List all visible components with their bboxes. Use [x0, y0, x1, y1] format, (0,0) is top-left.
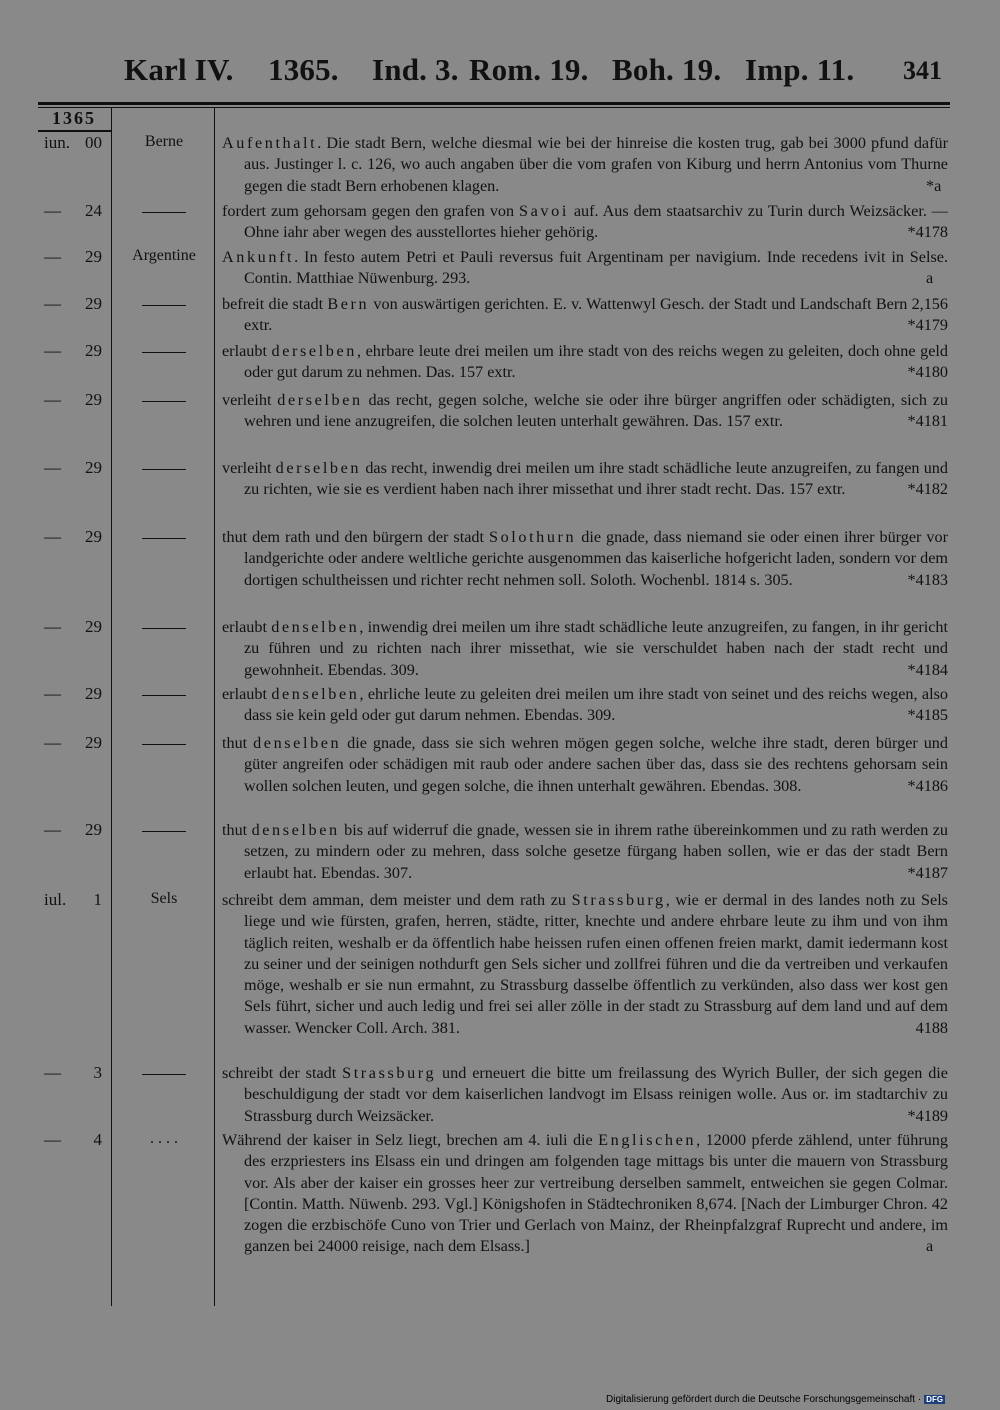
ditto-dash	[142, 469, 186, 470]
entry-month: —	[44, 341, 61, 360]
entry-month: iul.	[44, 890, 67, 909]
entry-number: *4181	[907, 412, 948, 431]
entry-number: *4178	[907, 223, 948, 242]
entry-text	[222, 890, 948, 1039]
ditto-dash	[142, 538, 186, 539]
entry-paragraph: befreit die stadt Bern von auswärtigen gerichten. E. v. Wattenwyl Gesch. der Stadt und Landschaft Bern 2,156 extr. *4179	[222, 294, 948, 337]
entry-place	[118, 820, 210, 838]
entry-paragraph: verleiht derselben das recht, gegen solche, welche sie oder ihre bürger angriffen oder schädigten, sich zu wehren und iene anzugreifen, die solchen leuten unterhalt gewähren. Das. 157 extr. *4181	[222, 390, 948, 433]
entry-day: 3	[93, 1063, 102, 1082]
entry-number: 4188	[915, 1018, 948, 1037]
entry-day: 29	[85, 390, 102, 409]
entry-month: —	[44, 458, 61, 477]
entry-day: 00	[85, 133, 102, 152]
entry-text	[222, 458, 948, 501]
entry-paragraph: Aufenthalt. Die stadt Bern, welche diesmal wie bei der hinreise die kosten trug, gab bei 3000 pfund dafür aus. Justinger l. c. 126, wo auch angaben über die vom grafen von Kiburg und herrn Antonius vom Thurne gegen die stadt Bern erhobenen klagen. *a	[222, 134, 948, 195]
running-header	[0, 52, 1000, 102]
ditto-dash	[142, 744, 186, 745]
entry-paragraph: schreibt der stadt Strassburg und erneuert die bitte um freilassung des Wyrich Buller, der sich gegen die beschuldigung der stadt vor dem kaiserlichen landvogt im Elsass reinigen wolle. Aus or. im stadtarchiv zu Strassburg durch Weizsäcker. *4189	[222, 1063, 948, 1127]
entry-month: —	[44, 1063, 61, 1082]
entry-text	[222, 733, 948, 797]
header-year: 1365.	[268, 52, 339, 87]
entry-place: . . . .	[150, 1130, 178, 1147]
entry-number: *4184	[907, 660, 948, 679]
entry-text	[222, 1063, 948, 1127]
entry-day: 29	[85, 527, 102, 546]
entry-paragraph: Ankunft. In festo autem Petri et Pauli reversus fuit Argentinam per navigium. Inde recedens ivit in Selse. Contin. Matthiae Nüwenburg. 293. a	[222, 248, 948, 288]
header-roman-year: Rom. 19.	[469, 52, 589, 87]
entry-month: —	[44, 201, 61, 220]
ditto-dash	[142, 212, 186, 213]
entry-month: —	[44, 390, 61, 409]
entry-day: 29	[85, 294, 102, 313]
entry-number: *4185	[907, 706, 948, 725]
entry-place	[118, 1063, 210, 1081]
entry-place	[118, 341, 210, 359]
entry-paragraph: erlaubt denselben, inwendig drei meilen um ihre stadt schädliche leute anzugreifen, zu fangen, in ihr gericht zu führen und zu richten nach ihrer missethat, wie sie verschuldet haben nach der stadt recht und gewohnheit. Ebendas. 309. *4184	[222, 617, 948, 681]
entry-place	[118, 458, 210, 476]
entry-text	[222, 133, 948, 197]
entry-number: *4189	[907, 1106, 948, 1125]
entry-number: *4183	[907, 570, 948, 589]
entry-paragraph: thut denselben bis auf widerruf die gnade, wessen sie in ihrem rathe übereinkommen und zu rath werden zu setzen, zu mindern oder zu mehren, dass solche gesetze fürgang haben sollen, wie er das der stadt Bern erlaubt hat. Ebendas. 307. *4187	[222, 820, 948, 884]
entry-text	[222, 247, 948, 290]
header-indiction: Ind. 3.	[372, 52, 459, 87]
entry-day: 29	[85, 247, 102, 266]
entry-month: —	[44, 527, 61, 546]
ditto-dash	[142, 695, 186, 696]
entry-day: 29	[85, 458, 102, 477]
entry-text	[222, 341, 948, 384]
entry-place	[118, 201, 210, 219]
entry-month: —	[44, 820, 61, 839]
page-number: 341	[903, 56, 942, 85]
dfg-footer	[606, 1394, 945, 1405]
entry-paragraph: erlaubt denselben, ehrliche leute zu geleiten drei meilen um ihre stadt von seinet und des reichs wegen, also dass sie kein geld oder gut darum nehmen. Ebendas. 309. *4185	[222, 684, 948, 727]
entry-text	[222, 390, 948, 433]
ditto-dash	[142, 401, 186, 402]
dfg-logo: DFG	[926, 1395, 944, 1404]
entry-month: —	[44, 617, 61, 636]
entry-place	[118, 733, 210, 751]
entry-paragraph: Während der kaiser in Selz liegt, brechen am 4. iuli die Englischen, 12000 pferde zählend, unter führung des erzpriesters ins Elsass ein und dringen am folgenden tage mittags bis unter die mauern von Strassburg vor. Als aber der kaiser ein grosses heer zur vertreibung derselben sammelt, entweichen sie gegen Colmar. [Contin. Matth. Nüwenb. 293. Vgl.] Königshofen in Städtechroniken 8,674. [Nach der Limburger Chron. 42 zogen die erzbischöfe Cuno von Trier und Gerlach von Mainz, der Rheinpfalzgraf Ruprecht und andere, im ganzen bei 24000 reisige, nach dem Elsass.] a	[222, 1131, 948, 1256]
column-divider-date	[111, 108, 112, 1306]
entry-number: *4186	[907, 776, 948, 795]
entry-month: —	[44, 684, 61, 703]
ditto-dash	[142, 628, 186, 629]
entry-paragraph: verleiht derselben das recht, inwendig drei meilen um ihre stadt schädliche leute anzugreifen, zu fangen und zu richten, wie sie es verdient haben nach ihrer missethat und ihrer stadt recht. Das. 157 extr. *4182	[222, 458, 948, 501]
entry-number: *4180	[907, 363, 948, 382]
header-imperial-year: Imp. 11.	[745, 52, 855, 87]
header-rule-thin	[38, 107, 950, 108]
entry-text	[222, 617, 948, 681]
entry-paragraph: erlaubt derselben, ehrbare leute drei meilen um ihre stadt von des reichs wegen zu geleiten, doch ohne geld oder gut darum zu nehmen. Das. 157 extr. *4180	[222, 341, 948, 384]
column-divider-place	[214, 108, 215, 1306]
entry-number: *4182	[907, 480, 948, 499]
entry-number: *4187	[907, 863, 948, 882]
entry-month: —	[44, 1130, 61, 1149]
year-box-rule	[38, 130, 112, 132]
entry-day: 29	[85, 617, 102, 636]
entry-month: —	[44, 294, 61, 313]
entry-text	[222, 1130, 948, 1258]
entry-text	[222, 294, 948, 337]
entry-day: 29	[85, 820, 102, 839]
entry-place	[118, 617, 210, 635]
entry-place	[118, 684, 210, 702]
entry-month: iun.	[44, 133, 70, 152]
entry-paragraph: thut denselben die gnade, dass sie sich wehren mögen gegen solche, welche ihre stadt, deren bürger und güter angreifen oder schädigen mit raub oder andere sachen über das, dass sie des rechtens gehorsam sein wollen solchen leuten, und gegen solche, die ihnen unterhalt gewähren. Ebendas. 308. *4186	[222, 733, 948, 797]
entry-text	[222, 684, 948, 727]
entry-day: 29	[85, 684, 102, 703]
header-rule-thick	[38, 102, 950, 105]
entry-place	[118, 390, 210, 408]
entry-day: 24	[85, 201, 102, 220]
entry-day: 4	[93, 1130, 102, 1149]
entry-place: Berne	[144, 133, 184, 150]
entry-place: Sels	[150, 890, 178, 907]
footer-text: Digitalisierung gefördert durch die Deutsche Forschungsgemeinschaft ·	[606, 1394, 922, 1405]
entry-day: 29	[85, 341, 102, 360]
entry-text	[222, 201, 948, 244]
header-bohemian-year: Boh. 19.	[612, 52, 722, 87]
entry-place: Argentine	[132, 247, 196, 264]
entry-day: 29	[85, 733, 102, 752]
ditto-dash	[142, 352, 186, 353]
entry-paragraph: schreibt dem amman, dem meister und dem rath zu Strassburg, wie er dermal in des landes noth zu Sels liege und wie fürsten, grafen, herren, städte, ritter, knechte und andere ehrbare leute zu ihm und von ihm täglich reiten, weshalb er da öffentlich habe heissen rufen einen offenen freien markt, damit iedermann kost zu seiner und der seinigen nothdurft gen Sels sicher und zollfrei führen und die da vertreiben und verkaufen möge, weshalb er sie nun ermahnt, zu Strassburg dasselbe öffentlich zu verkünden, also dass wer kost gen Sels führt, sicher und auch ledig und frei sei aller zölle in der stadt zu Strassburg auf dem land und auf dem wasser. Wencker Coll. Arch. 381. 4188	[222, 890, 948, 1039]
entry-place	[118, 294, 210, 312]
ditto-dash	[142, 1074, 186, 1075]
header-ruler: Karl IV.	[124, 52, 234, 87]
entry-month: —	[44, 247, 61, 266]
entry-number: *4179	[907, 316, 948, 335]
entry-paragraph: fordert zum gehorsam gegen den grafen von Savoi auf. Aus dem staatsarchiv zu Turin durch Weizsäcker. — Ohne iahr aber wegen des ausstellortes hieher gehörig. *4178	[222, 201, 948, 244]
entry-day: 1	[93, 890, 102, 909]
entry-month: —	[44, 733, 61, 752]
year-heading: 1365	[52, 108, 96, 128]
entry-place	[118, 527, 210, 545]
ditto-dash	[142, 831, 186, 832]
entry-text	[222, 820, 948, 884]
entry-paragraph: thut dem rath und den bürgern der stadt Solothurn die gnade, dass niemand sie oder einen ihrer bürger vor landgerichte oder andere weltliche gerichte ausgenommen das kaiserliche hofgericht laden, sondern vor dem dortigen schultheissen und richter recht nehmen soll. Soloth. Wochenbl. 1814 s. 305. *4183	[222, 527, 948, 591]
ditto-dash	[142, 305, 186, 306]
entry-text	[222, 527, 948, 591]
